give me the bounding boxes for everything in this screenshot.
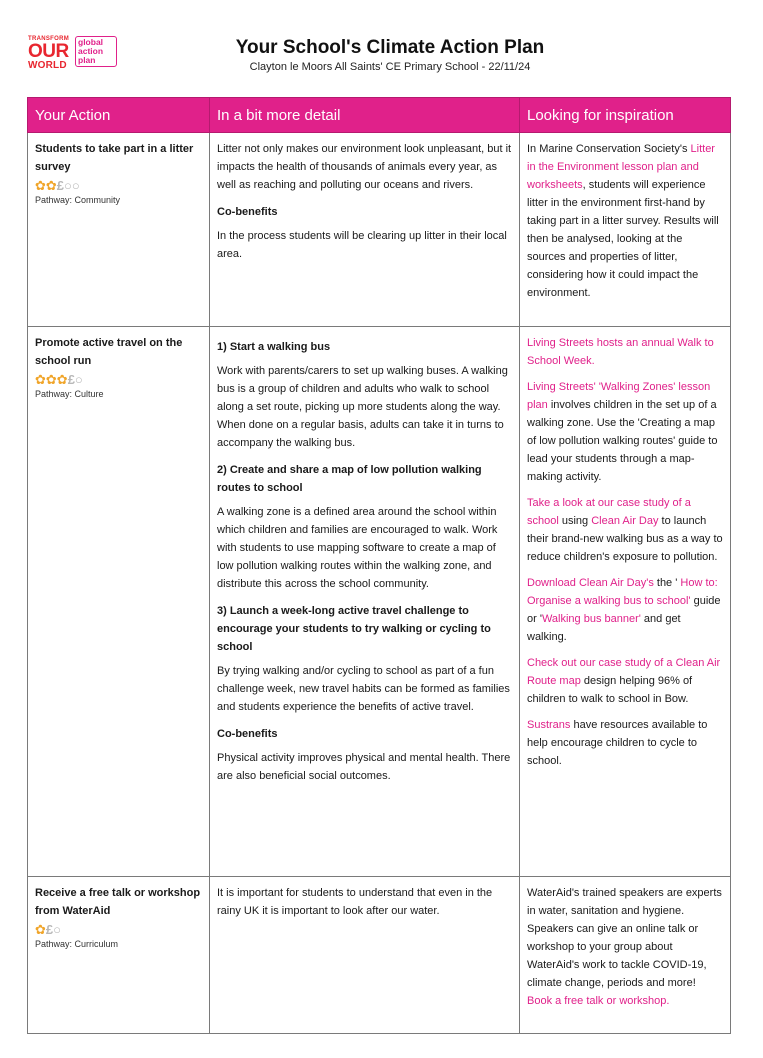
- action-title: Promote active travel on the school run: [35, 337, 183, 367]
- inspiration-paragraph: Download Clean Air Day's the ' How to: Organise a walking bus to school' guide or 'Walking bus banner' and get walking.: [527, 577, 721, 643]
- inspiration-paragraph: In Marine Conservation Society's Litter in the Environment lesson plan and worksheets, students will experience litter in the environment first-hand by taking part in a litter survey. Results will then be analysed, looking at the sources and properties of litter, considering how it could impact the environment.: [527, 143, 719, 299]
- page-subtitle: Clayton le Moors All Saints' CE Primary School - 22/11/24: [249, 61, 531, 73]
- detail-cell: [210, 133, 520, 327]
- detail-paragraph: It is important for students to understand that even in the rainy UK it is important to look after our water.: [217, 887, 493, 917]
- pathway-label: Pathway: Culture: [35, 389, 104, 399]
- detail-paragraph: In the process students will be clearing up litter in their local area.: [217, 230, 507, 260]
- header-your-action: Your Action: [28, 98, 210, 133]
- download-clean-air-day-link[interactable]: Download Clean Air Day's: [527, 577, 654, 589]
- detail-heading: 2) Create and share a map of low pollution walking routes to school: [217, 464, 482, 494]
- inspiration-paragraph: WaterAid's trained speakers are experts in water, sanitation and hygiene. Speakers can give an online talk or workshop to your group about WaterAid's work to tackle COVID-19, climate change, periods and more! Book a free talk or workshop.: [527, 887, 722, 1007]
- effort-cost-rating: ✿✿✿£○: [35, 372, 83, 387]
- inspiration-cell: [520, 327, 731, 877]
- action-cell: [28, 327, 210, 877]
- table-row: [28, 133, 731, 327]
- detail-cell: [210, 877, 520, 1034]
- page-title: Your School's Climate Action Plan: [235, 37, 545, 58]
- detail-cell: [210, 327, 520, 877]
- effort-cost-rating: ✿✿£○○: [35, 178, 80, 193]
- walking-bus-banner-link[interactable]: Walking bus banner': [541, 613, 641, 625]
- effort-cost-rating: ✿£○: [35, 922, 61, 937]
- walking-bus-guide-link[interactable]: How to: Organise a walking bus to school': [527, 577, 718, 607]
- pathway-label: Pathway: Community: [35, 195, 121, 205]
- inspiration-paragraph: Living Streets' 'Walking Zones' lesson plan involves children in the set up of a walking zone. Use the 'Creating a map of low pollution walking routes' guide to lead your students through a map-making activity.: [527, 381, 718, 483]
- inspiration-paragraph: Check out our case study of a Clean Air Route map design helping 96% of children to walk to school in Bow.: [527, 657, 721, 705]
- transform-our-world-logo: TRANSFORM OUR WORLD: [28, 36, 70, 71]
- pathway-label: Pathway: Curriculum: [35, 939, 119, 949]
- table-row: [28, 327, 731, 877]
- table-row: [28, 877, 731, 1034]
- inspiration-cell: [520, 877, 731, 1034]
- detail-heading: 3) Launch a week-long active travel challenge to encourage your students to try walking or cycling to school: [217, 605, 491, 653]
- action-cell: [28, 877, 210, 1034]
- inspiration-paragraph: Take a look at our case study of a school using Clean Air Day to launch their brand-new walking bus as a way to reduce children's exposure to pollution.: [527, 497, 723, 563]
- inspiration-paragraph: [527, 334, 723, 370]
- global-action-plan-logo: global action plan: [75, 36, 117, 67]
- case-study-link[interactable]: Take a look at our case study of a school: [527, 497, 691, 527]
- walk-to-school-week-link[interactable]: Living Streets hosts an annual Walk to School Week.: [527, 337, 714, 367]
- book-free-talk-link[interactable]: Book a free talk or workshop.: [527, 995, 670, 1007]
- clean-air-route-map-link[interactable]: Check out our case study of a Clean Air Route map: [527, 657, 721, 687]
- action-title: Receive a free talk or workshop from WaterAid: [35, 887, 201, 917]
- detail-paragraph: Physical activity improves physical and mental health. There are also beneficial social outcomes.: [217, 752, 511, 782]
- sustrans-link[interactable]: Sustrans: [527, 719, 571, 731]
- detail-paragraph: Litter not only makes our environment look unpleasant, but it impacts the health of thousands of animals every year, as well as reaching and polluting our oceans and rivers.: [217, 143, 512, 191]
- detail-paragraph: A walking zone is a defined area around the school within which children and families are encouraged to walk. Work with students to use mapping software to create a map of low pollution walking routes within the walking zone, and distribute this across the school community.: [217, 506, 498, 590]
- inspiration-cell: [520, 133, 731, 327]
- header-more-detail: In a bit more detail: [210, 98, 520, 133]
- clean-air-day-link[interactable]: Clean Air Day: [591, 515, 659, 527]
- detail-heading: 1) Start a walking bus: [217, 341, 331, 353]
- litter-lesson-plan-link[interactable]: Litter in the Environment lesson plan and worksheets: [527, 143, 715, 191]
- cobenefits-heading: Co-benefits: [217, 728, 278, 740]
- header-inspiration: Looking for inspiration: [520, 98, 731, 133]
- table-header-row: [28, 98, 731, 133]
- action-plan-table: [27, 97, 731, 1034]
- walking-zones-lesson-link[interactable]: Living Streets' 'Walking Zones' lesson plan: [527, 381, 711, 411]
- logo: [28, 36, 118, 76]
- inspiration-paragraph: Sustrans have resources available to help encourage children to cycle to school.: [527, 719, 708, 767]
- detail-paragraph: By trying walking and/or cycling to school as part of a fun challenge week, new travel habits can be formed as families and students experience the benefits of active travel.: [217, 665, 510, 713]
- cobenefits-heading: Co-benefits: [217, 206, 278, 218]
- action-cell: [28, 133, 210, 327]
- detail-paragraph: Work with parents/carers to set up walking buses. A walking bus is a group of children and adults who walk to school along a set route, picking up more students along the way. When done on a regular basis, adults can take it in turns to accompany the walking bus.: [217, 365, 508, 449]
- action-title: Students to take part in a litter survey: [35, 143, 194, 173]
